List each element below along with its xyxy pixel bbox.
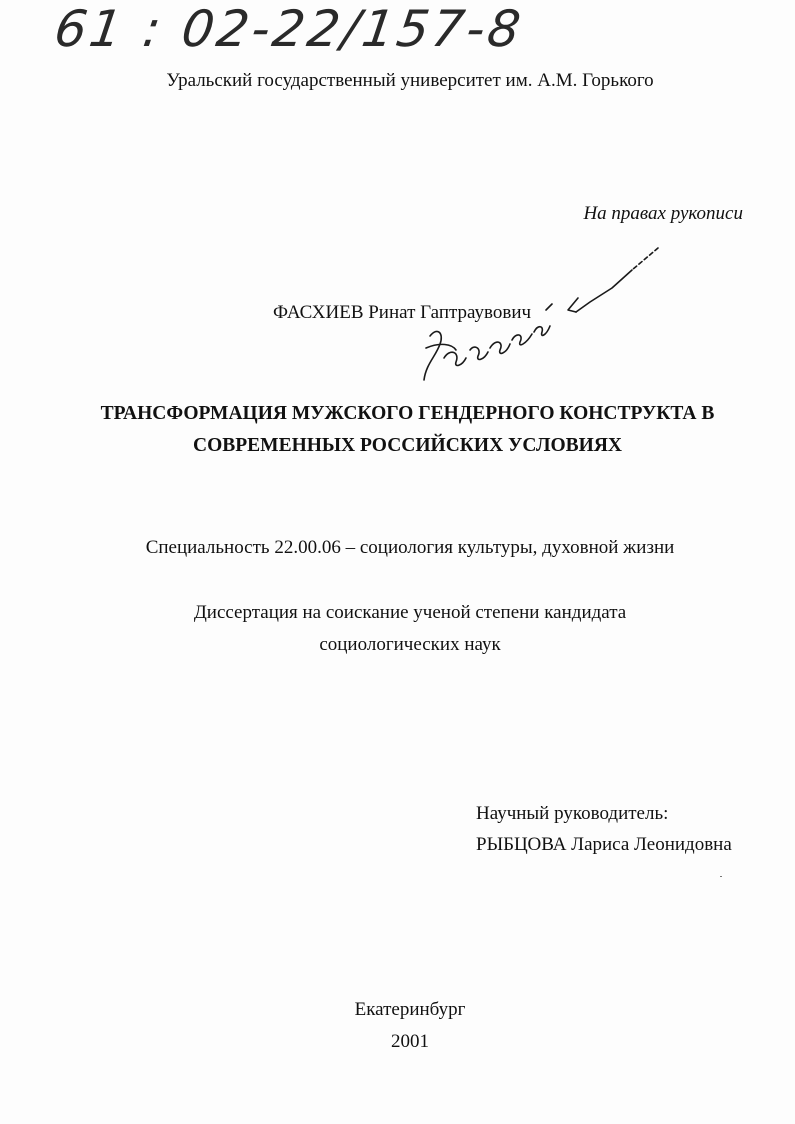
thesis-title-line-1: ТРАНСФОРМАЦИЯ МУЖСКОГО ГЕНДЕРНОГО КОНСТРУКТА В <box>100 403 715 424</box>
rights-note: На правах рукописи <box>583 203 743 224</box>
author-name: ФАСХИЕВ Ринат Гаптраувович <box>273 302 532 323</box>
city: Екатеринбург <box>354 999 466 1020</box>
dissertation-type-line-2: социологических наук <box>319 634 501 655</box>
advisor-label: Научный руководитель: <box>476 803 669 824</box>
signature-icon <box>400 240 700 400</box>
scan-speck <box>720 876 722 877</box>
handwritten-archive-code: 61 : 02-22/157-8 <box>50 0 527 58</box>
specialty: Специальность 22.00.06 – социология культуры, духовной жизни <box>145 537 675 558</box>
thesis-title-line-2: СОВРЕМЕННЫХ РОССИЙСКИХ УСЛОВИЯХ <box>192 435 623 456</box>
year: 2001 <box>391 1031 429 1052</box>
university-name: Уральский государственный университет им. А.М. Горького <box>166 70 654 91</box>
dissertation-type-line-1: Диссертация на соискание ученой степени кандидата <box>193 602 627 623</box>
advisor-name: РЫБЦОВА Лариса Леонидовна <box>476 834 732 855</box>
